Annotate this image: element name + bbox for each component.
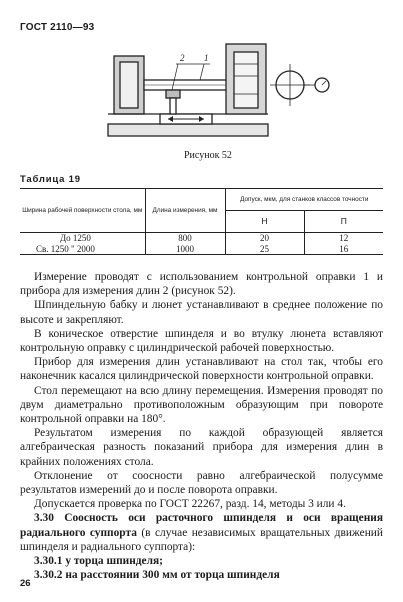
table-cell-h: 25 bbox=[225, 244, 304, 255]
table-subheader-h: Н bbox=[225, 211, 304, 233]
paragraph: Результатом измерения по каждой образующей является алгебраическая разность показаний прибора для измерения длин в крайних положениях стола. bbox=[20, 427, 383, 468]
subsection-3-30-2: 3.30.2 на расстоянии 300 мм от торца шпинделя bbox=[34, 569, 280, 582]
paragraph: Допускается проверка по ГОСТ 22267, разд. 14, методы 3 или 4. bbox=[34, 498, 346, 511]
paragraph: Шпиндельную бабку и люнет устанавливают в среднее положение по высоте и закрепляют. bbox=[20, 299, 383, 326]
table-cell-length: 800 bbox=[145, 233, 225, 244]
measurement-figure bbox=[100, 42, 340, 147]
section-note: (в случае независимых вращательных движений шпинделя и радиального суппорта): bbox=[20, 526, 383, 553]
section-number: 3.30 bbox=[34, 512, 54, 525]
table-header-width: Ширина рабочей поверхности стола, мм bbox=[20, 189, 145, 233]
body-text bbox=[20, 270, 383, 582]
table-cell-length: 1000 bbox=[145, 244, 225, 255]
table-cell-width: Св. 1250 " 2000 bbox=[20, 244, 145, 255]
paragraph: Измерение проводят с использованием контрольной оправки 1 и прибора для измерения длин 2 (рисунок 52). bbox=[20, 271, 383, 298]
figure-label-1: 1 bbox=[204, 53, 209, 63]
paragraph: Стол перемещают на всю длину перемещения. Измерения проводят по двум диаметрально противоположным образующим при повороте контрольной оправки на 180°. bbox=[20, 384, 383, 426]
table-header-tolerance: Допуск, мкм, для станков классов точности bbox=[225, 189, 383, 211]
table-cell-p: 16 bbox=[304, 244, 383, 255]
subsection-3-30-1: 3.30.1 у торца шпинделя; bbox=[34, 555, 163, 568]
table-cell-h: 20 bbox=[225, 233, 304, 244]
table-header-length: Длина измерения, мм bbox=[145, 189, 225, 233]
standard-header: ГОСТ 2110—93 bbox=[20, 22, 95, 33]
section-3-30 bbox=[20, 511, 383, 554]
page-number: 26 bbox=[20, 578, 31, 589]
table-cell-p: 12 bbox=[339, 233, 349, 244]
paragraph: Отклонение от соосности равно алгебраической полусумме результатов измерений до и после поворота оправки. bbox=[20, 469, 383, 497]
figure-caption: Рисунок 52 bbox=[184, 150, 232, 161]
table-caption: Таблица 19 bbox=[20, 174, 81, 185]
paragraph: Прибор для измерения длин устанавливают на стол так, чтобы его наконечник касался цилиндрической поверхности контрольной оправки. bbox=[20, 356, 383, 383]
paragraph: В коническое отверстие шпинделя и во втулку люнета вставляют контрольную оправку с цилиндрической рабочей поверхностью. bbox=[20, 327, 383, 355]
table-subheader-p: П bbox=[304, 211, 383, 233]
figure-label-2: 2 bbox=[180, 53, 185, 63]
table-cell-width: До 1250 bbox=[20, 233, 145, 244]
tolerance-table bbox=[20, 188, 383, 255]
section-title: Соосность оси расточного шпинделя и оси вращения радиального суппорта bbox=[20, 512, 383, 539]
